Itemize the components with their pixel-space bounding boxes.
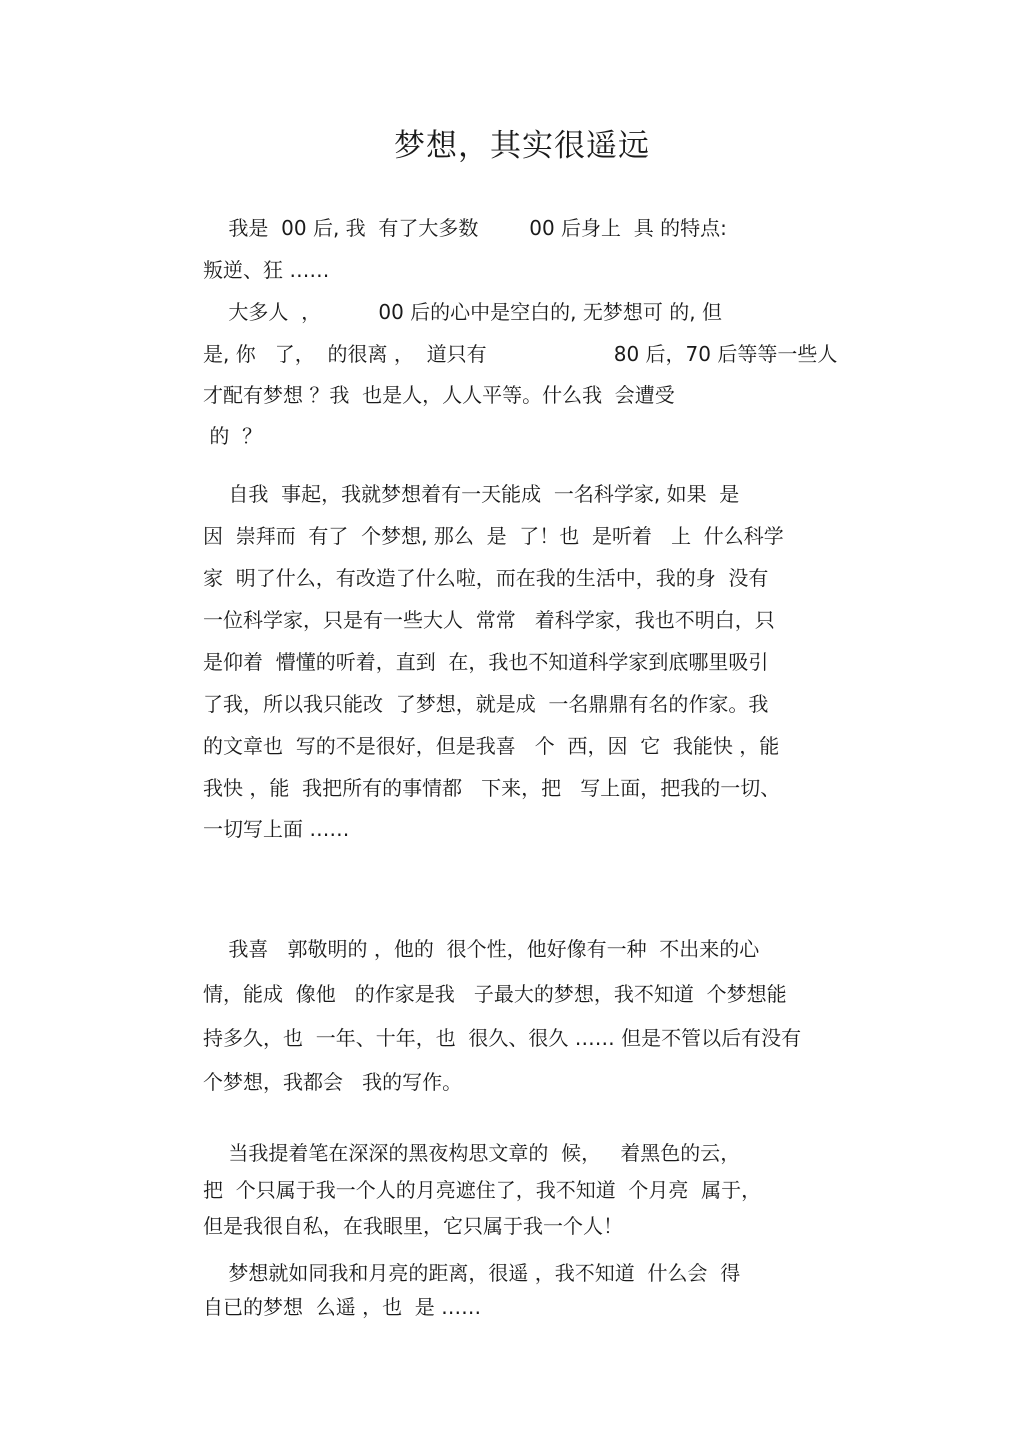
text-line: 但是我很自私，在我眼里，它只属于我一个人！ [203,1214,623,1238]
text-line: 情，能成 像他 的作家是我 子最大的梦想，我不知道 个梦想能 [203,982,787,1006]
text-line: 了我，所以我只能改 了梦想，就是成 一名鼎鼎有名的作家。我 [203,692,769,716]
text-line: 持多久，也 一年、十年，也 很久、很久 …… 但是不管以后有没有 [203,1026,802,1050]
text-line: 大多人 ， 00 后的心中是空白的, 无梦想可 的, 但 [203,300,722,324]
text-line: 梦想就如同我和月亮的距离，很遥 ，我不知道 什么会 得 [203,1261,741,1285]
text-line: 我喜 郭敬明的 ，他的 很个性，他好像有一种 不出来的心 [203,937,760,961]
text-line: 我快 ，能 我把所有的事情都 下来，把 写上面，把我的一切、 [203,776,781,800]
text-line: 才配有梦想 ？我 也是人，人人平等。什么我 会遭受 [203,383,675,407]
text-line: 是仰着 懵懂的听着，直到 在，我也不知道科学家到底哪里吸引 [203,650,769,674]
text-line: 个梦想，我都会 我的写作。 [203,1070,463,1094]
text-line: 是, 你 了， 的很离 ， 道只有 80 后，70 后等等一些人 [203,342,838,366]
text-line: 家 明了什么，有改造了什么啦，而在我的生活中，我的身 没有 [203,566,769,590]
text-line: 自我 事起，我就梦想着有一天能成 一名科学家, 如果 是 [203,482,740,506]
text-line: 当我提着笔在深深的黑夜构思文章的 候， 着黑色的云， [203,1141,741,1165]
text-line: 叛逆、狂 …… [203,258,330,282]
text-line: 我是 00 后, 我 有了大多数 00 后身上 具 的特点: [203,216,727,240]
text-line: 自已的梦想 么遥 ，也 是 …… [203,1295,482,1319]
document-title: 梦想，其实很遥远 [394,128,650,164]
text-line: 的 ？ [203,424,263,448]
text-line: 把 个只属于我一个人的月亮遮住了，我不知道 个月亮 属于， [203,1178,762,1202]
text-line: 的文章也 写的不是很好，但是我喜 个 西，因 它 我能快 ，能 [203,734,780,758]
text-line: 一切写上面 …… [203,817,350,841]
text-line: 因 崇拜而 有了 个梦想, 那么 是 了！也 是听着 上 什么科学 [203,524,784,548]
text-line: 一位科学家，只是有一些大人 常常 着科学家，我也不明白，只 [203,608,775,632]
